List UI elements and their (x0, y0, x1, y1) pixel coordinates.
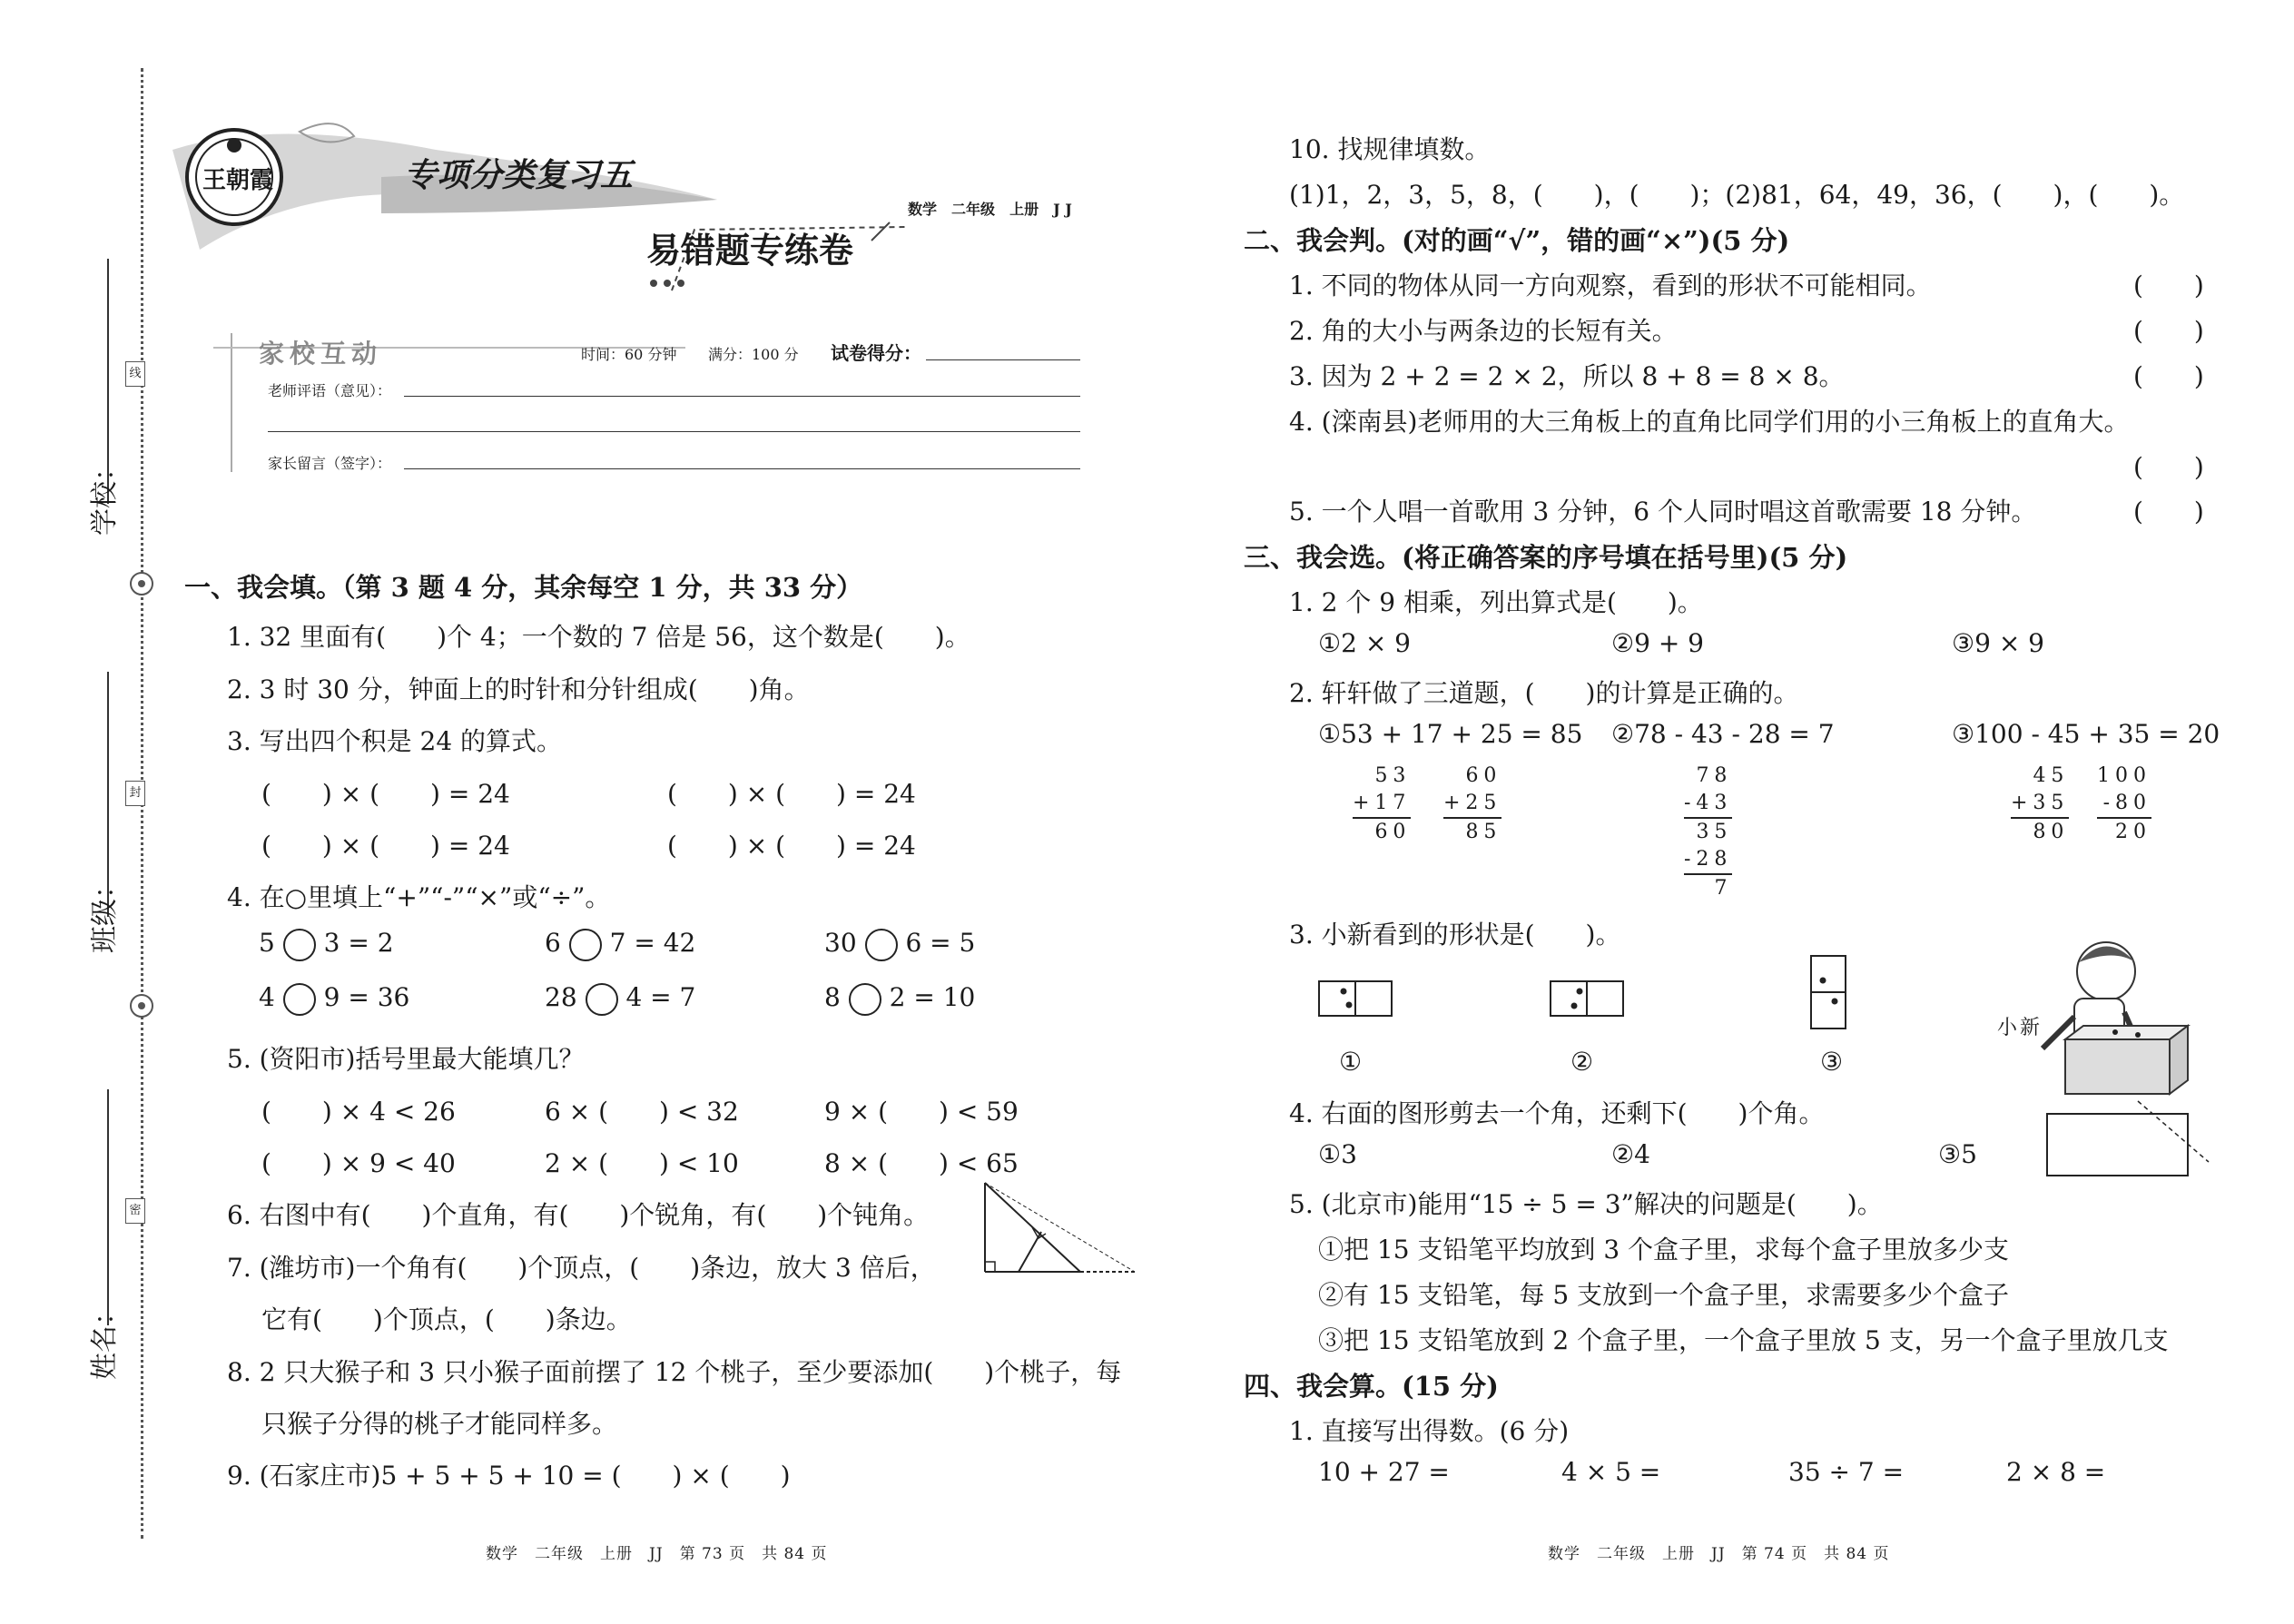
seal-feng: 封 (125, 781, 145, 806)
judge-3: 3. 因为 2 + 2 = 2 × 2，所以 8 + 8 = 8 × 8。 (1289, 361, 1845, 391)
question-8-line-1: 8. 2 只大猴子和 3 只小猴子面前摆了 12 个桃子，至少要添加( )个桃子，每 (227, 1357, 1122, 1387)
question-10-items: (1)1，2，3，5，8，( )，( )；(2)81，64，49，36，( )，( )。 (1289, 180, 2185, 210)
subject-tag: 数学 二年级 上册 J J (908, 201, 1072, 218)
question-5b[interactable]: 6 × ( ) < 32 (545, 1097, 739, 1127)
shape-option-1-label: ① (1339, 1047, 1363, 1077)
choice-4-option-a[interactable]: ①3 (1318, 1139, 1357, 1169)
name-line (107, 1089, 109, 1325)
question-4e: 28 4 = 7 (545, 982, 695, 1016)
question-3-blank[interactable]: ( ) × ( ) = 24 (667, 779, 916, 809)
shape-option-3[interactable] (1807, 953, 1852, 1035)
judge-2: 2. 角的大小与两条边的长短有关。 (1289, 316, 1678, 346)
question-4d: 4 9 = 36 (259, 982, 409, 1016)
question-7-line-2: 它有( )个顶点，( )条边。 (261, 1304, 632, 1334)
choice-3: 3. 小新看到的形状是( )。 (1289, 920, 1621, 950)
time-label: 时间：60 分钟 (581, 346, 677, 363)
calc-1d[interactable]: 2 × 8 = (2006, 1457, 2106, 1487)
vertical-calc-5: 100 -80 20 (2097, 764, 2151, 843)
question-4: 4. 在○里填上“+”“-”“×”或“÷”。 (227, 882, 611, 912)
choice-1: 1. 2 个 9 相乘，列出算式是( )。 (1289, 587, 1703, 617)
section-3-heading: 三、我会选。(将正确答案的序号填在括号里)(5 分) (1244, 542, 1848, 573)
vertical-calc-3: 78 -43 35 -28 7 (1684, 764, 1733, 900)
left-page-footer: 数学 二年级 上册 JJ 第 73 页 共 84 页 (486, 1545, 828, 1563)
section-4-heading: 四、我会算。(15 分) (1244, 1371, 1499, 1402)
operator-circle[interactable] (569, 929, 602, 961)
choice-4-option-c[interactable]: ③5 (1938, 1139, 1977, 1169)
choice-5-option-a[interactable]: ①把 15 支铅笔平均放到 3 个盒子里，求每个盒子里放多少支 (1318, 1235, 2010, 1265)
operator-circle[interactable] (283, 983, 316, 1016)
school-label: 学校： (89, 454, 121, 536)
question-7-line-1: 7. (潍坊市)一个角有( )个顶点，( )条边，放大 3 倍后， (227, 1253, 936, 1283)
judge-4: 4. (滦南县)老师用的大三角板上的直角比同学们用的小三角板上的直角大。 (1289, 407, 2130, 437)
question-10: 10. 找规律填数。 (1289, 134, 1491, 164)
choice-2-option-c[interactable]: ③100 - 45 + 35 = 20 (1952, 719, 2220, 749)
choice-5: 5. (北京市)能用“15 ÷ 5 = 3”解决的问题是( )。 (1289, 1189, 1883, 1219)
question-4f: 8 2 = 10 (824, 982, 975, 1016)
triangle-figure (980, 1178, 1139, 1278)
choice-2-option-a[interactable]: ①53 + 17 + 25 = 85 (1318, 719, 1583, 749)
name-label: 姓名： (89, 1298, 121, 1380)
question-4a: 5 3 = 2 (259, 928, 394, 961)
question-5f[interactable]: 8 × ( ) < 65 (824, 1148, 1019, 1178)
judge-4-answer[interactable]: ( ) (2133, 452, 2204, 482)
question-1: 1. 32 里面有( )个 4；一个数的 7 倍是 56，这个数是( )。 (227, 622, 970, 652)
vertical-calc-1: 53 +17 60 (1353, 764, 1412, 843)
choice-2-option-b[interactable]: ②78 - 43 - 28 = 7 (1611, 719, 1835, 749)
full-score-label: 满分：100 分 (708, 346, 799, 363)
question-3: 3. 写出四个积是 24 的算式。 (227, 726, 563, 756)
punch-hole (130, 572, 153, 595)
question-2: 2. 3 时 30 分，钟面上的时针和分针组成( )角。 (227, 674, 810, 704)
question-8-line-2: 只猴子分得的桃子才能同样多。 (261, 1409, 618, 1439)
judge-5-answer[interactable]: ( ) (2133, 497, 2204, 527)
judge-5: 5. 一个人唱一首歌用 3 分钟，6 个人同时唱这首歌需要 18 分钟。 (1289, 497, 2037, 527)
question-3-blank[interactable]: ( ) × ( ) = 24 (261, 831, 510, 861)
question-5a[interactable]: ( ) × 4 < 26 (261, 1097, 456, 1127)
home-school-label: 家校互动 (259, 339, 383, 369)
calc-1c[interactable]: 35 ÷ 7 = (1788, 1457, 1905, 1487)
choice-4: 4. 右面的图形剪去一个角，还剩下( )个角。 (1289, 1098, 1825, 1128)
shape-option-3-label: ③ (1820, 1047, 1844, 1077)
seal-mi: 密 (125, 1198, 145, 1224)
question-5e[interactable]: 2 × ( ) < 10 (545, 1148, 739, 1178)
choice-2: 2. 轩轩做了三道题，( )的计算是正确的。 (1289, 678, 1799, 708)
seal-xian: 线 (125, 361, 145, 387)
judge-1: 1. 不同的物体从同一方向观察，看到的形状不可能相同。 (1289, 271, 1932, 300)
section-1-heading: 一、我会填。（第 3 题 4 分，其余每空 1 分，共 33 分） (184, 572, 863, 603)
page-title: 易错题专练卷 (646, 230, 854, 271)
operator-circle[interactable] (865, 929, 898, 961)
operator-circle[interactable] (283, 929, 316, 961)
right-page-footer: 数学 二年级 上册 JJ 第 74 页 共 84 页 (1548, 1545, 1890, 1563)
shape-option-1[interactable] (1316, 976, 1398, 1021)
question-3-blank[interactable]: ( ) × ( ) = 24 (261, 779, 510, 809)
question-3-blank[interactable]: ( ) × ( ) = 24 (667, 831, 916, 861)
judge-1-answer[interactable]: ( ) (2133, 271, 2204, 300)
vertical-calc-2: 60 +25 85 (1443, 764, 1502, 843)
question-4b: 6 7 = 42 (545, 928, 695, 961)
question-4c: 30 6 = 5 (824, 928, 975, 961)
question-5: 5. (资阳市)括号里最大能填几？ (227, 1044, 585, 1074)
vertical-calc-4: 45 +35 80 (2011, 764, 2070, 843)
question-5d[interactable]: ( ) × 9 < 40 (261, 1148, 456, 1178)
rectangle-cut-figure (2043, 1098, 2215, 1180)
punch-hole (130, 994, 153, 1018)
teacher-comment-label: 老师评语（意见）： (268, 382, 392, 399)
choice-1-option-c[interactable]: ③9 × 9 (1952, 628, 2044, 658)
score-field[interactable] (926, 359, 1080, 360)
choice-1-option-b[interactable]: ②9 + 9 (1611, 628, 1704, 658)
choice-5-option-c[interactable]: ③把 15 支铅笔放到 2 个盒子里，一个盒子里放 5 支，另一个盒子里放几支 (1318, 1325, 2169, 1355)
class-label: 班级： (89, 871, 121, 953)
parent-comment-label: 家长留言（签字）： (268, 455, 392, 472)
operator-circle[interactable] (586, 983, 618, 1016)
judge-3-answer[interactable]: ( ) (2133, 361, 2204, 391)
score-label: 试卷得分： (831, 342, 921, 364)
calc-1b[interactable]: 4 × 5 = (1561, 1457, 1661, 1487)
question-6: 6. 右图中有( )个直角，有( )个锐角，有( )个钝角。 (227, 1200, 930, 1230)
parent-comment-field[interactable] (404, 468, 1080, 469)
choice-1-option-a[interactable]: ①2 × 9 (1318, 628, 1411, 658)
choice-4-option-b[interactable]: ②4 (1611, 1139, 1650, 1169)
section-2-heading: 二、我会判。(对的画“√”，错的画“×”)(5 分) (1244, 225, 1790, 256)
shape-option-2-label: ② (1570, 1047, 1594, 1077)
calc-1: 1. 直接写出得数。(6 分) (1289, 1416, 1570, 1446)
question-9: 9. (石家庄市)5 + 5 + 5 + 10 = ( ) × ( ) (227, 1461, 791, 1491)
judge-2-answer[interactable]: ( ) (2133, 316, 2204, 346)
teacher-comment-field-2[interactable] (268, 431, 1080, 432)
choice-5-option-b[interactable]: ②有 15 支铅笔，每 5 支放到一个盒子里，求需要多少个盒子 (1318, 1280, 2010, 1310)
series-title: 专项分类复习五 (404, 156, 634, 194)
boy-label: 小新 (1997, 1017, 2043, 1039)
shape-option-2[interactable] (1548, 976, 1629, 1021)
teacher-comment-field[interactable] (404, 396, 1080, 397)
calc-1a[interactable]: 10 + 27 = (1318, 1457, 1450, 1487)
brand-logo-text: 王朝霞 (202, 167, 274, 194)
question-5c[interactable]: 9 × ( ) < 59 (824, 1097, 1019, 1127)
operator-circle[interactable] (849, 983, 881, 1016)
